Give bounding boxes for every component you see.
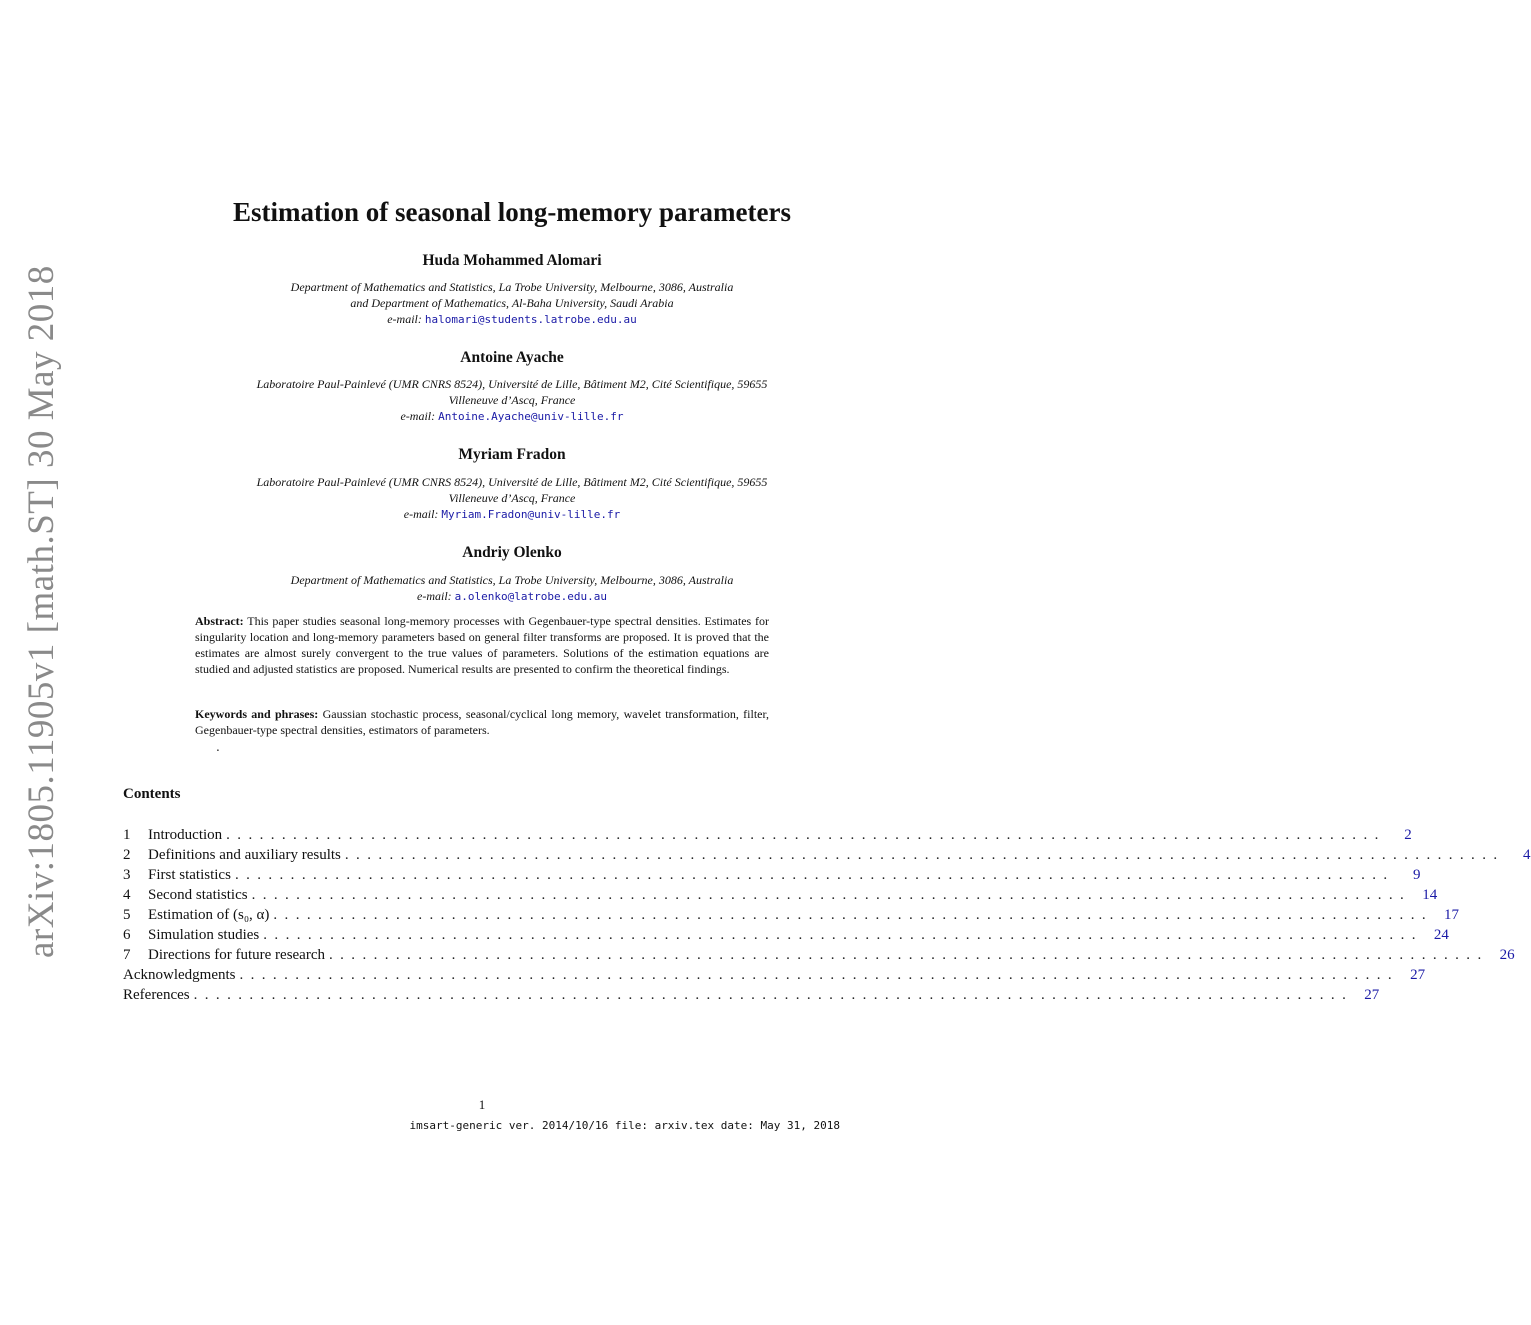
author-email-link[interactable]: a.olenko@latrobe.edu.au (454, 590, 607, 603)
author-name: Myriam Fradon (458, 446, 566, 463)
toc-title: Second statistics (148, 887, 248, 903)
email-label: e-mail: (417, 589, 452, 603)
author-affiliation: Department of Mathematics and Statistics, La Trobe University, Melbourne, 3086, Australia (290, 573, 734, 587)
toc-leader-dots: ........................................................................................................ (239, 967, 1400, 983)
toc-number: 2 (123, 847, 131, 863)
toc-leader-dots: ........................................................................................................ (344, 847, 1505, 863)
toc-leader-dots: ........................................................................................................ (263, 927, 1423, 943)
paper-title: Estimation of seasonal long-memory parameters (233, 197, 791, 227)
toc-entry[interactable] (123, 885, 1438, 905)
author-affiliation: Department of Mathematics and Statistics, La Trobe University, Melbourne, 3086, Australia (290, 280, 734, 294)
author-name: Huda Mohammed Alomari (422, 252, 602, 269)
toc-title: First statistics (148, 867, 231, 883)
toc-title: Estimation of (s₀, α) (148, 907, 270, 923)
toc-number: 4 (123, 887, 131, 903)
toc-number: 6 (123, 927, 131, 943)
toc-number: 1 (123, 827, 131, 843)
toc-entry[interactable] (123, 905, 1460, 925)
page-number: 1 (478, 1097, 486, 1112)
author-email-line (0, 311, 1024, 328)
keywords-block (195, 706, 769, 738)
toc-number: 3 (123, 867, 131, 883)
toc-entry[interactable] (123, 865, 1421, 885)
author-email-line (0, 588, 1024, 605)
toc-title: Definitions and auxiliary results (148, 847, 341, 863)
email-label: e-mail: (403, 507, 439, 521)
toc-title: Acknowledgments (123, 967, 236, 983)
author-email-link[interactable]: Antoine.Ayache@univ-lille.fr (438, 410, 624, 423)
toc-number: 7 (123, 947, 131, 963)
toc-leader-dots: ........................................................................................................ (226, 827, 1386, 843)
author-email-line (0, 506, 1024, 523)
toc-entry[interactable] (123, 945, 1515, 965)
abstract-block (195, 613, 769, 677)
table-of-contents (123, 825, 1531, 1005)
keywords-label: Keywords and phrases: (195, 707, 319, 721)
author-affiliation: Laboratoire Paul-Painlevé (UMR CNRS 8524), Université de Lille, Bâtiment M2, Cité Scientifique, 59655 (256, 377, 768, 391)
toc-title: Simulation studies (148, 927, 260, 943)
toc-entry[interactable] (123, 845, 1531, 865)
toc-leader-dots: ........................................................................................................ (273, 907, 1434, 923)
toc-leader-dots: ........................................................................................................ (193, 987, 1354, 1003)
toc-page-link[interactable]: 14 (1422, 887, 1438, 903)
toc-page-link[interactable]: 9 (1413, 867, 1421, 883)
toc-entry[interactable] (123, 825, 1412, 845)
toc-page-link[interactable]: 2 (1404, 827, 1412, 843)
author-affiliation: Villeneuve d’Ascq, France (448, 491, 576, 505)
abstract-text: This paper studies seasonal long-memory processes with Gegenbauer-type spectral densities. Estimates for singularity location and long-memory parameters based on general filter transforms are proposed. It is proved that the estimates are almost surely convergent to the true values of parameters. Solutions of the estimation equations are studied and adjusted statistics are proposed. Numerical results are presented to confirm the theoretical findings. (195, 614, 769, 676)
email-label: e-mail: (387, 312, 422, 326)
toc-title: Introduction (148, 827, 223, 843)
toc-title: Directions for future research (148, 947, 325, 963)
stray-dot: . (216, 740, 220, 754)
author-email-line (0, 408, 1024, 425)
email-label: e-mail: (400, 409, 436, 423)
author-affiliation: and Department of Mathematics, Al-Baha University, Saudi Arabia (350, 296, 674, 310)
toc-leader-dots: ........................................................................................................ (234, 867, 1395, 883)
toc-entry[interactable] (123, 925, 1449, 945)
author-email-link[interactable]: Myriam.Fradon@univ-lille.fr (441, 508, 621, 521)
toc-page-link[interactable]: 26 (1499, 947, 1515, 963)
toc-entry[interactable] (123, 965, 1426, 985)
author-affiliation: Laboratoire Paul-Painlevé (UMR CNRS 8524), Université de Lille, Bâtiment M2, Cité Scientifique, 59655 (256, 475, 768, 489)
author-affiliation: Villeneuve d’Ascq, France (448, 393, 576, 407)
toc-number: 5 (123, 907, 131, 923)
toc-page-link[interactable]: 17 (1444, 907, 1460, 923)
author-name: Andriy Olenko (462, 544, 562, 561)
keywords-text: Gaussian stochastic process, seasonal/cyclical long memory, wavelet transformation, filter, Gegenbauer-type spectral densities, estimators of parameters. (195, 707, 770, 737)
arxiv-identifier-stamp: arXiv:1805.11905v1 [math.ST] 30 May 2018 (21, 265, 62, 958)
toc-page-link[interactable]: 27 (1410, 967, 1426, 983)
toc-leader-dots: ........................................................................................................ (329, 947, 1489, 963)
toc-entry[interactable] (123, 985, 1380, 1005)
toc-leader-dots: ........................................................................................................ (251, 887, 1412, 903)
toc-page-link[interactable]: 4 (1523, 847, 1531, 863)
contents-heading: Contents (123, 786, 181, 802)
author-name: Antoine Ayache (460, 349, 564, 366)
toc-page-link[interactable]: 27 (1364, 987, 1380, 1003)
author-email-link[interactable]: halomari@students.latrobe.edu.au (424, 313, 637, 326)
toc-title: References (123, 987, 190, 1003)
abstract-label: Abstract: (195, 614, 244, 628)
toc-page-link[interactable]: 24 (1433, 927, 1449, 943)
footer-metadata: imsart-generic ver. 2014/10/16 file: arxiv.tex date: May 31, 2018 (409, 1119, 840, 1132)
